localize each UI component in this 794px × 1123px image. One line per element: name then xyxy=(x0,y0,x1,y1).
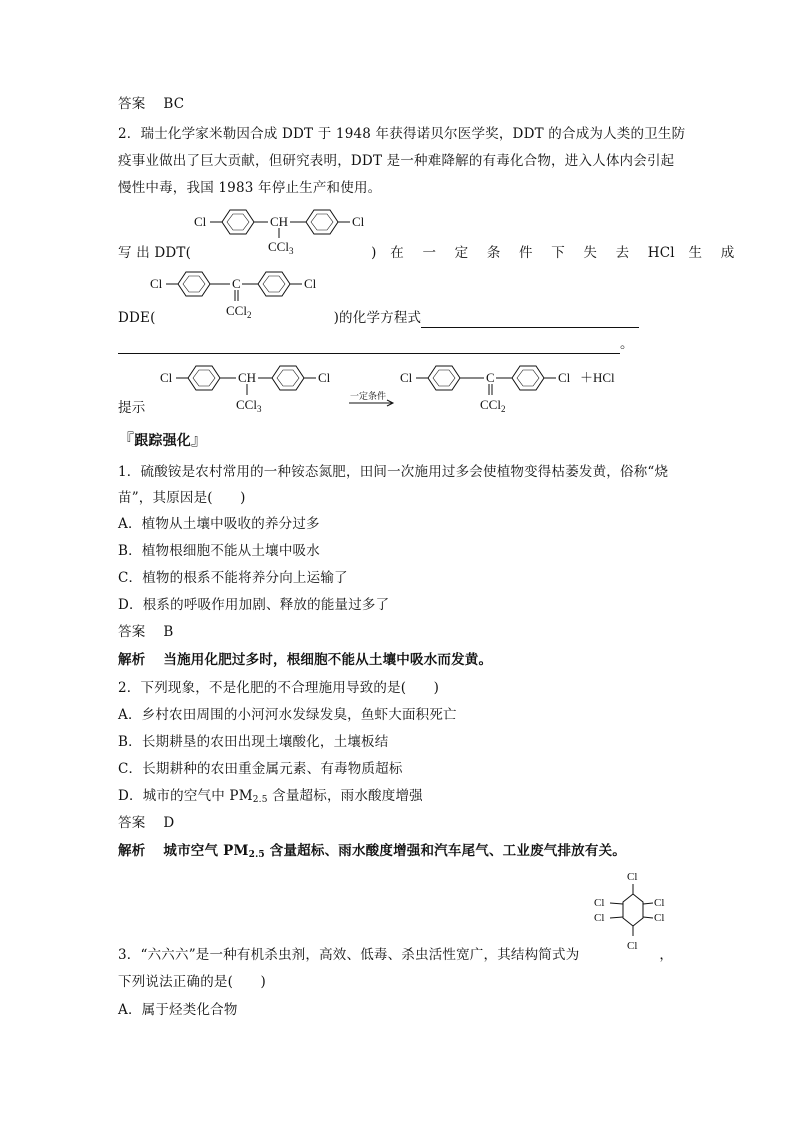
analysis-label: 解析 xyxy=(118,843,146,859)
option-d: D．城市的空气中 $PM_{2.5}$ 含量超标，雨水酸度增强 xyxy=(118,788,423,805)
c-label: C xyxy=(232,276,241,291)
question-stem-line: 疫事业做出了巨大贡献，但研究表明，DDT 是一种难降解的有毒化合物，进入人体内会引起 xyxy=(118,153,675,169)
cl-label: Cl xyxy=(594,912,605,924)
answer-value: B xyxy=(163,624,174,640)
answer-line xyxy=(118,813,174,833)
cl-label: Cl xyxy=(150,276,163,291)
question-stem-line: 2．下列现象，不是化肥的不合理施用导致的是( ) xyxy=(118,680,440,696)
cl-label: Cl xyxy=(304,276,317,291)
answer-label: 答案 xyxy=(118,815,146,831)
write-mid: ) 在 一 定 条 件 下 失 去 HCl 生 成 xyxy=(371,245,735,261)
option-c: C．植物的根系不能将养分向上运输了 xyxy=(118,570,348,586)
question-stem-line: 下列说法正确的是( ) xyxy=(118,974,266,990)
answer-value: BC xyxy=(163,96,185,112)
answer-label: 答案 xyxy=(118,624,146,640)
blank-line xyxy=(118,334,634,354)
ccl3-label: CCl$_3$ xyxy=(268,239,294,256)
ch-label: CH xyxy=(270,214,289,229)
question-stem-line: 2．瑞士化学家米勒因合成 DDT 于 1948 年获得诺贝尔医学奖，DDT 的合成为人类的卫生防 xyxy=(118,126,686,142)
cl-label: Cl xyxy=(594,897,605,909)
write-prefix: 写 出 DDT( xyxy=(118,245,192,261)
option-a: A．乡村农田周围的小河河水发绿发臭，鱼虾大面积死亡 xyxy=(118,707,457,723)
analysis-label: 解析 xyxy=(118,652,146,668)
cl-label: Cl xyxy=(318,370,331,385)
ccl3-label: CCl$_3$ xyxy=(236,397,262,414)
ch-label: CH xyxy=(238,370,257,385)
cl-label: Cl xyxy=(160,370,173,385)
cl-label: Cl xyxy=(627,871,638,883)
answer-line xyxy=(118,622,174,642)
question-stem-line: 3．“六六六”是一种有机杀虫剂，高效、低毒、杀虫活性宽广，其结构简式为 ， xyxy=(118,947,674,963)
hint-label: 提示 xyxy=(118,400,146,416)
option-a: A．植物从土壤中吸收的养分过多 xyxy=(118,516,320,532)
section-header xyxy=(118,430,207,451)
question-stem-line: 慢性中毒，我国 1983 年停止生产和使用。 xyxy=(118,180,382,196)
c-label: C xyxy=(486,370,495,385)
section-title: 跟踪强化 xyxy=(134,433,192,449)
option-a: A．属于烃类化合物 xyxy=(118,1002,238,1018)
cl-label: Cl xyxy=(352,214,365,229)
analysis-line xyxy=(118,650,492,670)
answer-label: 答案 xyxy=(118,96,146,112)
write-ddt-line xyxy=(118,243,734,263)
cl-label: Cl xyxy=(194,214,207,229)
question-stem-line: 苗”，其原因是( ) xyxy=(118,490,246,506)
ccl2-label: CCl$_2$ xyxy=(480,397,506,414)
dde-prefix: DDE( xyxy=(118,310,156,326)
analysis-line: 解析 城市空气 $PM_{2.5}$ 含量超标、雨水酸度增强和汽车尾气、工业废气排放有关。 xyxy=(118,843,626,860)
period: 。 xyxy=(620,336,634,352)
option-b: B．植物根细胞不能从土壤中吸水 xyxy=(118,543,320,559)
cyclohexane-ring xyxy=(623,894,643,926)
answer-blank xyxy=(421,313,639,328)
cl-label: Cl xyxy=(558,370,571,385)
cl-label: Cl xyxy=(400,370,413,385)
answer-line xyxy=(118,94,184,114)
cl-label: Cl xyxy=(654,897,665,909)
option-b: B．长期耕垦的农田出现土壤酸化，土壤板结 xyxy=(118,734,389,750)
option-c: C．长期耕种的农田重金属元素、有毒物质超标 xyxy=(118,761,403,777)
hint-reaction xyxy=(156,362,656,420)
dde-line xyxy=(118,308,639,328)
answer-value: D xyxy=(163,815,175,831)
option-d: D．根系的呼吸作用加剧、释放的能量过多了 xyxy=(118,597,390,613)
section-bracket-close: 』 xyxy=(191,430,208,449)
question-stem-line: 1．硫酸铵是农村常用的一种铵态氮肥，田间一次施用过多会使植物变得枯萎发黄，俗称“烧 xyxy=(118,464,669,480)
cl-label: Cl xyxy=(627,940,638,952)
ccl2-label: CCl$_2$ xyxy=(226,303,252,320)
plus-hcl: ＋HCl xyxy=(580,370,615,385)
analysis-text: 当施用化肥过多时，根细胞不能从土壤中吸水而发黄。 xyxy=(163,652,493,668)
dde-suffix: )的化学方程式 xyxy=(333,310,422,326)
answer-blank xyxy=(118,339,620,354)
cl-label: Cl xyxy=(654,912,665,924)
section-bracket-open: 『 xyxy=(118,430,135,449)
condition-label: 一定条件 xyxy=(350,391,387,401)
